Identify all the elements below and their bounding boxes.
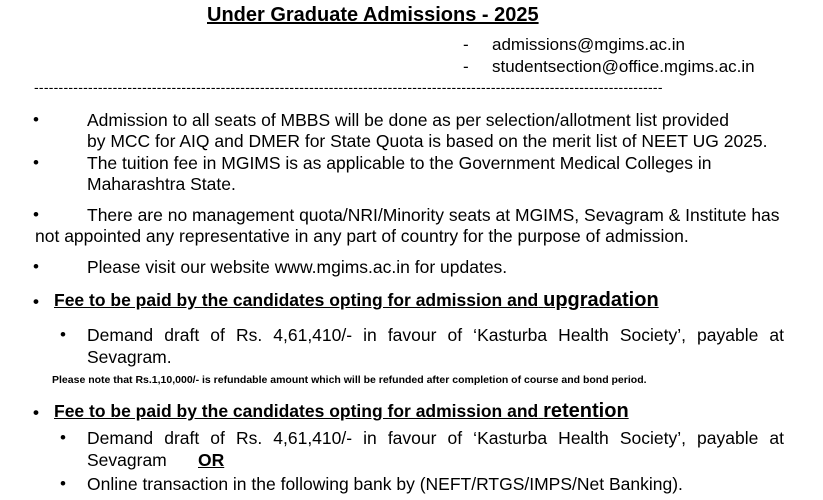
point-3-line-2: not appointed any representative in any part of country for the purpose of admission. <box>35 226 689 246</box>
bullet-icon: • <box>33 257 39 276</box>
contact-email-student-section[interactable]: studentsection@office.mgims.ac.in <box>492 57 755 76</box>
contact-email-admissions[interactable]: admissions@mgims.ac.in <box>492 35 685 54</box>
bullet-icon: • <box>60 325 66 344</box>
point-3-line-1: There are no management quota/NRI/Minority seats at MGIMS, Sevagram & Institute has <box>87 205 780 225</box>
point-1-line-1: Admission to all seats of MBBS will be done as per selection/allotment list provided <box>87 110 729 130</box>
dashed-divider: -------------------------------------------------------------------------------------------------------------------------------- <box>34 80 663 94</box>
page-title: Under Graduate Admissions - 2025 <box>207 4 539 26</box>
bullet-icon: • <box>60 428 66 447</box>
bullet-icon: • <box>33 153 39 172</box>
bullet-icon: • <box>33 292 39 311</box>
point-4: Please visit our website www.mgims.ac.in for updates. <box>87 257 508 277</box>
retention-heading-emphasis: retention <box>543 400 629 422</box>
upgradation-heading-emphasis: upgradation <box>543 289 659 311</box>
bullet-icon: • <box>33 205 39 224</box>
bullet-icon: • <box>33 110 39 129</box>
bullet-icon: • <box>33 403 39 422</box>
retention-heading-text: Fee to be paid by the candidates opting for admission and <box>54 401 539 421</box>
contact-dash: - <box>463 35 469 54</box>
point-2-line-2: Maharashtra State. <box>87 174 236 194</box>
upgradation-item-line-2: Sevagram. <box>87 347 172 367</box>
upgradation-heading-text: Fee to be paid by the candidates opting for admission and <box>54 290 539 310</box>
point-2-line-1: The tuition fee in MGIMS is as applicable to the Government Medical Colleges in <box>87 153 712 173</box>
upgradation-heading <box>54 289 659 312</box>
retention-heading <box>54 400 629 423</box>
retention-item-1-line-1: Demand draft of Rs. 4,61,410/- in favour of ‘Kasturba Health Society’, payable at <box>87 428 784 448</box>
retention-item-2: Online transaction in the following bank by (NEFT/RTGS/IMPS/Net Banking). <box>87 474 683 494</box>
refund-note: Please note that Rs.1,10,000/- is refundable amount which will be refunded after completion of course and bond period. <box>52 374 647 386</box>
point-1-line-2: by MCC for AIQ and DMER for State Quota is based on the merit list of NEET UG 2025. <box>87 131 768 151</box>
bullet-icon: • <box>60 474 66 493</box>
upgradation-item-line-1: Demand draft of Rs. 4,61,410/- in favour of ‘Kasturba Health Society’, payable at <box>87 325 784 345</box>
contact-dash: - <box>463 57 469 76</box>
retention-item-1-line-2: Sevagram <box>87 450 167 470</box>
or-label: OR <box>198 450 225 470</box>
